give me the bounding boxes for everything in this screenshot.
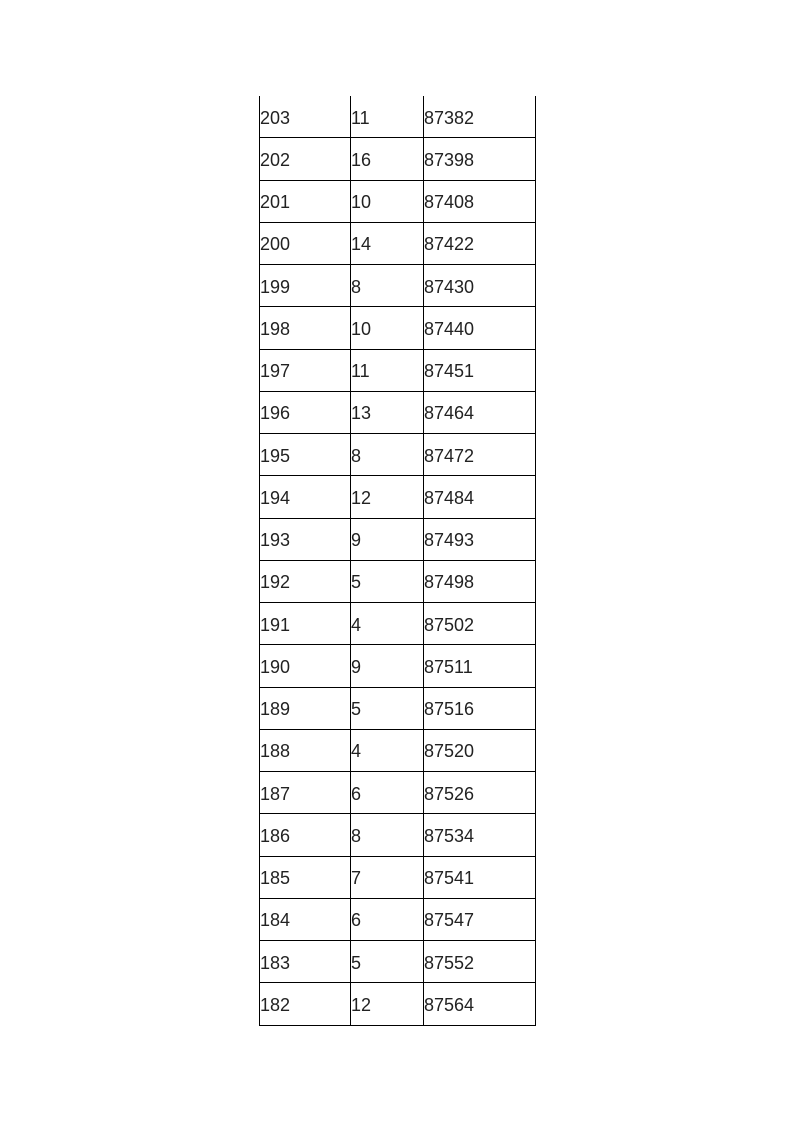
count-cell xyxy=(351,391,424,433)
cell-text: 192 xyxy=(260,572,291,593)
cumulative-cell xyxy=(424,96,536,138)
table-row xyxy=(260,349,536,391)
table-row xyxy=(260,222,536,264)
cumulative-cell xyxy=(424,222,536,264)
score-cell xyxy=(260,687,351,729)
table-row xyxy=(260,983,536,1025)
count-cell xyxy=(351,729,424,771)
cell-text: 87484 xyxy=(424,487,475,508)
cell-text: 185 xyxy=(260,868,291,889)
cumulative-cell xyxy=(424,729,536,771)
cumulative-cell xyxy=(424,518,536,560)
cell-text: 87398 xyxy=(424,149,475,170)
cell-text: 6 xyxy=(351,783,362,804)
cell-text: 195 xyxy=(260,445,291,466)
count-cell xyxy=(351,180,424,222)
cell-text: 8 xyxy=(351,445,362,466)
table-row xyxy=(260,687,536,729)
count-cell xyxy=(351,983,424,1025)
count-cell xyxy=(351,603,424,645)
score-cell xyxy=(260,265,351,307)
count-cell xyxy=(351,138,424,180)
score-cell xyxy=(260,349,351,391)
count-cell xyxy=(351,349,424,391)
cell-text: 87493 xyxy=(424,530,475,551)
cell-text: 87382 xyxy=(424,107,475,128)
cumulative-cell xyxy=(424,391,536,433)
cell-text: 7 xyxy=(351,868,362,889)
cell-text: 87422 xyxy=(424,234,475,255)
cell-text: 87511 xyxy=(424,656,473,677)
table-row xyxy=(260,645,536,687)
cell-text: 196 xyxy=(260,403,291,424)
score-cell xyxy=(260,941,351,983)
cell-text: 87464 xyxy=(424,403,475,424)
cumulative-cell xyxy=(424,856,536,898)
cell-text: 87498 xyxy=(424,572,475,593)
score-cell xyxy=(260,983,351,1025)
cumulative-cell xyxy=(424,434,536,476)
cell-text: 5 xyxy=(351,572,362,593)
cell-text: 193 xyxy=(260,530,291,551)
cell-text: 190 xyxy=(260,656,291,677)
cell-text: 4 xyxy=(351,741,362,762)
cell-text: 87534 xyxy=(424,825,475,846)
cell-text: 201 xyxy=(260,192,291,213)
cumulative-cell xyxy=(424,560,536,602)
cumulative-cell xyxy=(424,983,536,1025)
score-cell xyxy=(260,180,351,222)
cell-text: 87502 xyxy=(424,614,475,635)
cumulative-cell xyxy=(424,349,536,391)
table-row xyxy=(260,138,536,180)
cell-text: 189 xyxy=(260,699,291,720)
score-cell xyxy=(260,96,351,138)
cell-text: 184 xyxy=(260,910,291,931)
cell-text: 188 xyxy=(260,741,291,762)
cell-text: 87408 xyxy=(424,192,475,213)
cell-text: 191 xyxy=(260,614,291,635)
table-row xyxy=(260,941,536,983)
score-cell xyxy=(260,518,351,560)
score-cell xyxy=(260,138,351,180)
score-cell xyxy=(260,434,351,476)
table-row xyxy=(260,434,536,476)
cumulative-cell xyxy=(424,898,536,940)
table-row xyxy=(260,180,536,222)
table-row xyxy=(260,772,536,814)
score-table-body xyxy=(260,96,536,1025)
cell-text: 194 xyxy=(260,487,291,508)
table-row xyxy=(260,96,536,138)
score-cell xyxy=(260,898,351,940)
cell-text: 87440 xyxy=(424,318,475,339)
cell-text: 8 xyxy=(351,825,362,846)
score-cell xyxy=(260,560,351,602)
count-cell xyxy=(351,856,424,898)
count-cell xyxy=(351,772,424,814)
count-cell xyxy=(351,814,424,856)
cell-text: 198 xyxy=(260,318,291,339)
count-cell xyxy=(351,476,424,518)
cell-text: 87516 xyxy=(424,699,475,720)
cell-text: 199 xyxy=(260,276,291,297)
table-row xyxy=(260,814,536,856)
cell-text: 6 xyxy=(351,910,362,931)
cell-text: 87472 xyxy=(424,445,475,466)
count-cell xyxy=(351,307,424,349)
cell-text: 186 xyxy=(260,825,291,846)
cell-text: 87552 xyxy=(424,952,475,973)
cell-text: 10 xyxy=(351,318,372,339)
table-row xyxy=(260,560,536,602)
cell-text: 13 xyxy=(351,403,372,424)
cumulative-cell xyxy=(424,941,536,983)
cell-text: 8 xyxy=(351,276,362,297)
cell-text: 11 xyxy=(351,107,370,128)
score-cell xyxy=(260,645,351,687)
cell-text: 11 xyxy=(351,361,370,382)
score-cell xyxy=(260,603,351,645)
cell-text: 200 xyxy=(260,234,291,255)
cumulative-cell xyxy=(424,603,536,645)
cell-text: 87520 xyxy=(424,741,475,762)
table-row xyxy=(260,391,536,433)
count-cell xyxy=(351,96,424,138)
cell-text: 5 xyxy=(351,952,362,973)
cell-text: 187 xyxy=(260,783,291,804)
cell-text: 202 xyxy=(260,149,291,170)
cumulative-cell xyxy=(424,814,536,856)
count-cell xyxy=(351,645,424,687)
cell-text: 87541 xyxy=(424,868,475,889)
cell-text: 16 xyxy=(351,149,372,170)
cumulative-cell xyxy=(424,265,536,307)
table-row xyxy=(260,603,536,645)
count-cell xyxy=(351,434,424,476)
table-row xyxy=(260,518,536,560)
score-cell xyxy=(260,729,351,771)
table-row xyxy=(260,729,536,771)
cell-text: 87451 xyxy=(424,361,475,382)
table-row xyxy=(260,307,536,349)
count-cell xyxy=(351,941,424,983)
score-table xyxy=(259,96,536,1026)
table-row xyxy=(260,476,536,518)
cell-text: 182 xyxy=(260,994,291,1015)
cumulative-cell xyxy=(424,307,536,349)
cumulative-cell xyxy=(424,180,536,222)
cell-text: 4 xyxy=(351,614,362,635)
count-cell xyxy=(351,265,424,307)
cell-text: 183 xyxy=(260,952,291,973)
cell-text: 87547 xyxy=(424,910,475,931)
cell-text: 87526 xyxy=(424,783,475,804)
score-cell xyxy=(260,476,351,518)
count-cell xyxy=(351,222,424,264)
cumulative-cell xyxy=(424,138,536,180)
cell-text: 87564 xyxy=(424,994,475,1015)
table-row xyxy=(260,898,536,940)
cell-text: 9 xyxy=(351,530,362,551)
count-cell xyxy=(351,687,424,729)
cumulative-cell xyxy=(424,772,536,814)
count-cell xyxy=(351,518,424,560)
cell-text: 10 xyxy=(351,192,372,213)
cell-text: 14 xyxy=(351,234,372,255)
score-cell xyxy=(260,772,351,814)
cell-text: 9 xyxy=(351,656,362,677)
table-row xyxy=(260,856,536,898)
cell-text: 5 xyxy=(351,699,362,720)
score-cell xyxy=(260,814,351,856)
cell-text: 12 xyxy=(351,994,372,1015)
score-cell xyxy=(260,307,351,349)
table-row xyxy=(260,265,536,307)
cumulative-cell xyxy=(424,476,536,518)
score-cell xyxy=(260,856,351,898)
score-cell xyxy=(260,391,351,433)
count-cell xyxy=(351,560,424,602)
count-cell xyxy=(351,898,424,940)
score-cell xyxy=(260,222,351,264)
cell-text: 203 xyxy=(260,107,291,128)
cumulative-cell xyxy=(424,687,536,729)
cell-text: 12 xyxy=(351,487,372,508)
cell-text: 87430 xyxy=(424,276,475,297)
cumulative-cell xyxy=(424,645,536,687)
cell-text: 197 xyxy=(260,361,291,382)
